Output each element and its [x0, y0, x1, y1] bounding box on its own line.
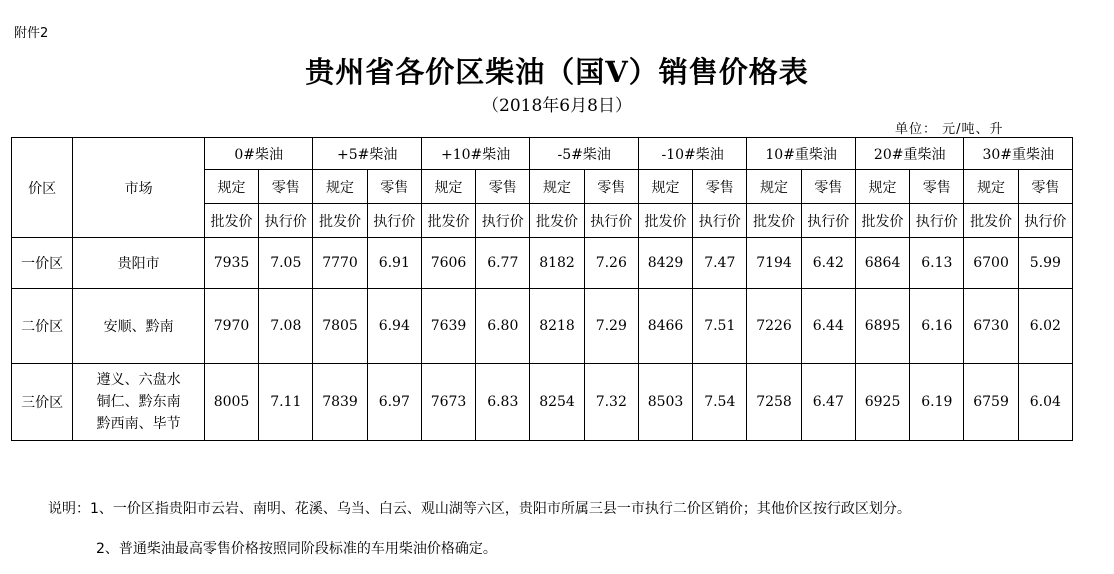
price-table — [11, 137, 1073, 441]
wholesale-price-cell: 6895 — [855, 289, 909, 364]
header-fuel: -5#柴油 — [530, 138, 639, 170]
header-fuel: +10#柴油 — [421, 138, 530, 170]
header-fuel: 30#重柴油 — [964, 138, 1073, 170]
header-retail-line1: 零售 — [367, 170, 421, 204]
retail-price-cell: 6.94 — [367, 289, 421, 364]
wholesale-price-cell: 7258 — [747, 364, 801, 441]
retail-price-cell: 6.77 — [476, 238, 530, 289]
retail-price-cell: 6.13 — [910, 238, 964, 289]
header-retail-line1: 零售 — [476, 170, 530, 204]
attachment-label: 附件2 — [14, 26, 49, 41]
retail-price-cell: 7.05 — [259, 238, 313, 289]
retail-price-cell: 7.11 — [259, 364, 313, 441]
wholesale-price-cell: 6700 — [964, 238, 1018, 289]
retail-price-cell: 6.44 — [801, 289, 855, 364]
header-wholesale-line2: 批发价 — [421, 204, 475, 238]
zone-cell: 三价区 — [12, 364, 73, 441]
zone-cell: 一价区 — [12, 238, 73, 289]
header-retail-line2: 执行价 — [1018, 204, 1072, 238]
wholesale-price-cell: 8254 — [530, 364, 584, 441]
wholesale-price-cell: 8218 — [530, 289, 584, 364]
retail-price-cell: 6.91 — [367, 238, 421, 289]
header-retail-line2: 执行价 — [584, 204, 638, 238]
wholesale-price-cell: 6759 — [964, 364, 1018, 441]
retail-price-cell: 5.99 — [1018, 238, 1072, 289]
wholesale-price-cell: 6864 — [855, 238, 909, 289]
zone-cell: 二价区 — [12, 289, 73, 364]
retail-price-cell: 6.47 — [801, 364, 855, 441]
header-retail-line1: 零售 — [693, 170, 747, 204]
wholesale-price-cell: 7606 — [421, 238, 475, 289]
retail-price-cell: 7.51 — [693, 289, 747, 364]
wholesale-price-cell: 7639 — [421, 289, 475, 364]
retail-price-cell: 7.29 — [584, 289, 638, 364]
header-fuel: 20#重柴油 — [855, 138, 964, 170]
header-market: 市场 — [73, 138, 205, 238]
retail-price-cell: 6.16 — [910, 289, 964, 364]
market-cell — [73, 238, 205, 289]
header-retail-line1: 零售 — [259, 170, 313, 204]
header-fuel: 10#重柴油 — [747, 138, 856, 170]
header-retail-line2: 执行价 — [801, 204, 855, 238]
wholesale-price-cell: 6925 — [855, 364, 909, 441]
retail-price-cell: 6.04 — [1018, 364, 1072, 441]
header-retail-line1: 零售 — [1018, 170, 1072, 204]
retail-price-cell: 7.26 — [584, 238, 638, 289]
table-row — [12, 238, 1073, 289]
page-title: 贵州省各价区柴油（国Ⅴ）销售价格表 — [305, 55, 809, 89]
wholesale-price-cell: 8429 — [638, 238, 692, 289]
wholesale-price-cell: 7970 — [204, 289, 258, 364]
header-retail-line2: 执行价 — [693, 204, 747, 238]
notes — [48, 498, 911, 558]
header-retail-line2: 执行价 — [910, 204, 964, 238]
price-table-body — [12, 138, 1073, 441]
market-cell — [73, 364, 205, 441]
wholesale-price-cell: 7770 — [313, 238, 367, 289]
wholesale-price-cell: 7805 — [313, 289, 367, 364]
header-retail-line1: 零售 — [584, 170, 638, 204]
retail-price-cell: 7.32 — [584, 364, 638, 441]
market-line: 贵阳市 — [117, 256, 160, 272]
header-fuel: -10#柴油 — [638, 138, 747, 170]
unit-label: 单位： 元/吨、升 — [895, 122, 1004, 137]
header-fuel: 0#柴油 — [204, 138, 313, 170]
retail-price-cell: 6.19 — [910, 364, 964, 441]
header-wholesale-line1: 规定 — [313, 170, 367, 204]
retail-price-cell: 7.54 — [693, 364, 747, 441]
wholesale-price-cell: 7194 — [747, 238, 801, 289]
date-label: （2018年6月8日） — [482, 96, 632, 116]
wholesale-price-cell: 7226 — [747, 289, 801, 364]
header-wholesale-line2: 批发价 — [964, 204, 1018, 238]
retail-price-cell: 6.02 — [1018, 289, 1072, 364]
header-wholesale-line1: 规定 — [638, 170, 692, 204]
note-2: 2、普通柴油最高零售价格按照同阶段标准的车用柴油价格确定。 — [96, 541, 497, 557]
market-cell — [73, 289, 205, 364]
wholesale-price-cell: 7673 — [421, 364, 475, 441]
wholesale-price-cell: 7839 — [313, 364, 367, 441]
header-wholesale-line2: 批发价 — [204, 204, 258, 238]
header-wholesale-line2: 批发价 — [638, 204, 692, 238]
retail-price-cell: 6.42 — [801, 238, 855, 289]
header-wholesale-line1: 规定 — [747, 170, 801, 204]
header-wholesale-line2: 批发价 — [313, 204, 367, 238]
header-wholesale-line1: 规定 — [530, 170, 584, 204]
retail-price-cell: 7.08 — [259, 289, 313, 364]
header-wholesale-line1: 规定 — [855, 170, 909, 204]
table-row — [12, 289, 1073, 364]
market-line: 安顺、黔南 — [103, 319, 174, 335]
wholesale-price-cell: 8466 — [638, 289, 692, 364]
header-retail-line2: 执行价 — [476, 204, 530, 238]
header-wholesale-line2: 批发价 — [747, 204, 801, 238]
retail-price-cell: 7.47 — [693, 238, 747, 289]
note-1: 说明：1、一价区指贵阳市云岩、南明、花溪、乌当、白云、观山湖等六区，贵阳市所属三县一市执行二价区销价；其他价区按行政区划分。 — [48, 501, 911, 517]
header-fuel: +5#柴油 — [313, 138, 422, 170]
header-wholesale-line1: 规定 — [421, 170, 475, 204]
retail-price-cell: 6.80 — [476, 289, 530, 364]
header-retail-line2: 执行价 — [367, 204, 421, 238]
wholesale-price-cell: 8182 — [530, 238, 584, 289]
header-wholesale-line2: 批发价 — [530, 204, 584, 238]
header-wholesale-line1: 规定 — [204, 170, 258, 204]
table-row — [12, 364, 1073, 441]
wholesale-price-cell: 8503 — [638, 364, 692, 441]
wholesale-price-cell: 8005 — [204, 364, 258, 441]
market-line: 黔西南、毕节 — [96, 416, 181, 432]
header-retail-line2: 执行价 — [259, 204, 313, 238]
header-wholesale-line1: 规定 — [964, 170, 1018, 204]
wholesale-price-cell: 7935 — [204, 238, 258, 289]
wholesale-price-cell: 6730 — [964, 289, 1018, 364]
header-wholesale-line2: 批发价 — [855, 204, 909, 238]
header-retail-line1: 零售 — [801, 170, 855, 204]
header-retail-line1: 零售 — [910, 170, 964, 204]
market-line: 遵义、六盘水 — [96, 372, 181, 388]
header-zone: 价区 — [12, 138, 73, 238]
market-line: 铜仁、黔东南 — [96, 394, 181, 410]
retail-price-cell: 6.83 — [476, 364, 530, 441]
header-row-fuel — [12, 138, 1073, 170]
retail-price-cell: 6.97 — [367, 364, 421, 441]
